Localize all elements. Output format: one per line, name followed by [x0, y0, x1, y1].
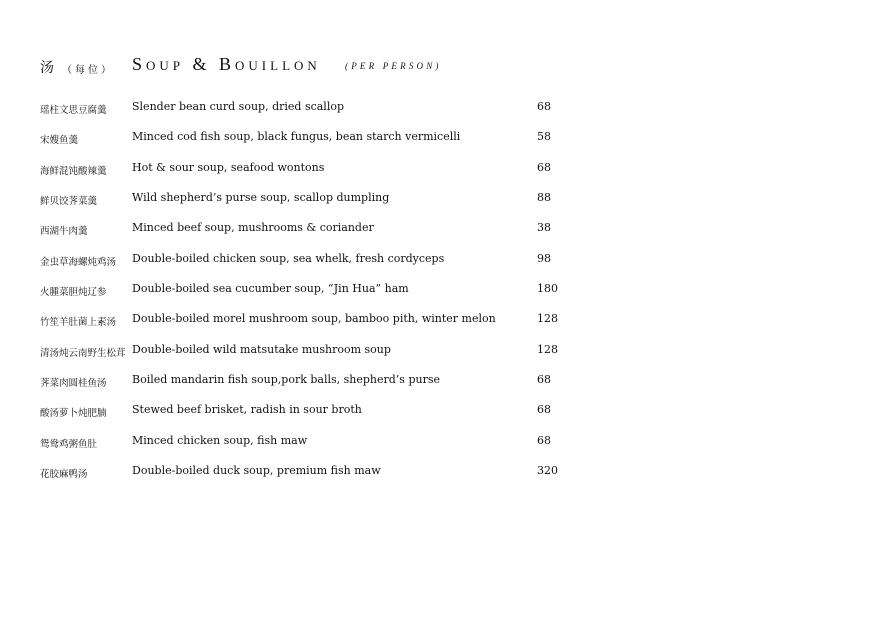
item-english-description: Minced chicken soup, fish maw — [132, 433, 308, 447]
item-english-description: Hot & sour soup, seafood wontons — [132, 160, 325, 174]
item-english-description: Slender bean curd soup, dried scallop — [132, 100, 345, 113]
item-chinese-name: 宋嫂鱼羹 — [40, 135, 79, 147]
menu-item — [40, 191, 600, 221]
item-english-description: Minced beef soup, mushrooms & coriander — [132, 221, 374, 235]
item-price: 128 — [537, 312, 558, 326]
soup-menu-list — [40, 100, 600, 494]
menu-item — [40, 161, 600, 191]
item-price: 320 — [537, 464, 558, 478]
item-price: 68 — [537, 160, 551, 174]
item-price: 88 — [537, 191, 551, 205]
item-price: 68 — [537, 433, 551, 447]
item-chinese-name: 金虫草海螺炖鸡汤 — [40, 256, 117, 268]
chinese-per-person-note: （每位） — [62, 65, 114, 76]
menu-item — [40, 130, 600, 160]
chinese-section-title: 汤 — [40, 60, 54, 76]
item-chinese-name: 鲜贝饺荠菜羹 — [40, 196, 98, 208]
menu-item — [40, 312, 600, 342]
item-english-description: Wild shepherd’s purse soup, scallop dumpling — [132, 191, 390, 205]
item-price: 38 — [537, 221, 551, 235]
english-section-title: Soup & Bouillon — [132, 54, 321, 74]
item-price: 68 — [537, 373, 551, 387]
menu-item — [40, 403, 600, 433]
item-english-description: Double-boiled chicken soup, sea whelk, fresh cordyceps — [132, 251, 445, 265]
item-price: 58 — [537, 130, 551, 144]
item-chinese-name: 海鲜混饨酸辣羹 — [40, 165, 107, 177]
per-person-subtitle: (PER PERSON) — [345, 61, 442, 71]
menu-item — [40, 373, 600, 403]
item-price: 68 — [537, 100, 551, 113]
item-price: 180 — [537, 282, 558, 296]
menu-item — [40, 282, 600, 312]
item-chinese-name: 清汤炖云南野生松茸 — [40, 347, 126, 359]
menu-item — [40, 434, 600, 464]
item-english-description: Minced cod fish soup, black fungus, bean starch vermicelli — [132, 130, 461, 144]
item-english-description: Stewed beef brisket, radish in sour broth — [132, 403, 362, 417]
item-chinese-name: 花胶麻鸭汤 — [40, 469, 88, 481]
menu-item — [40, 100, 600, 130]
menu-item — [40, 252, 600, 282]
item-chinese-name: 瑶柱文思豆腐羹 — [40, 105, 107, 116]
menu-item — [40, 221, 600, 251]
item-english-description: Double-boiled morel mushroom soup, bamboo pith, winter melon — [132, 312, 496, 326]
item-english-description: Double-boiled sea cucumber soup, “Jin Hua” ham — [132, 282, 409, 296]
menu-item — [40, 464, 600, 494]
item-chinese-name: 荠菜肉圆桂鱼汤 — [40, 378, 107, 390]
item-chinese-name: 酸汤萝卜炖肥腩 — [40, 408, 107, 420]
item-english-description: Double-boiled duck soup, premium fish maw — [132, 464, 381, 478]
item-chinese-name: 火腫菜胆炖辽参 — [40, 287, 107, 299]
item-price: 68 — [537, 403, 551, 417]
item-chinese-name: 西湖牛肉羹 — [40, 226, 88, 238]
item-english-description: Boiled mandarin fish soup,pork balls, shepherd’s purse — [132, 373, 440, 387]
item-chinese-name: 鸳鸯鸡粥鱼肚 — [40, 438, 98, 450]
section-header — [40, 54, 640, 80]
menu-item — [40, 343, 600, 373]
item-english-description: Double-boiled wild matsutake mushroom soup — [132, 342, 391, 356]
item-price: 128 — [537, 342, 558, 356]
item-price: 98 — [537, 251, 551, 265]
item-chinese-name: 竹笙羊肚菌上素汤 — [40, 317, 117, 329]
